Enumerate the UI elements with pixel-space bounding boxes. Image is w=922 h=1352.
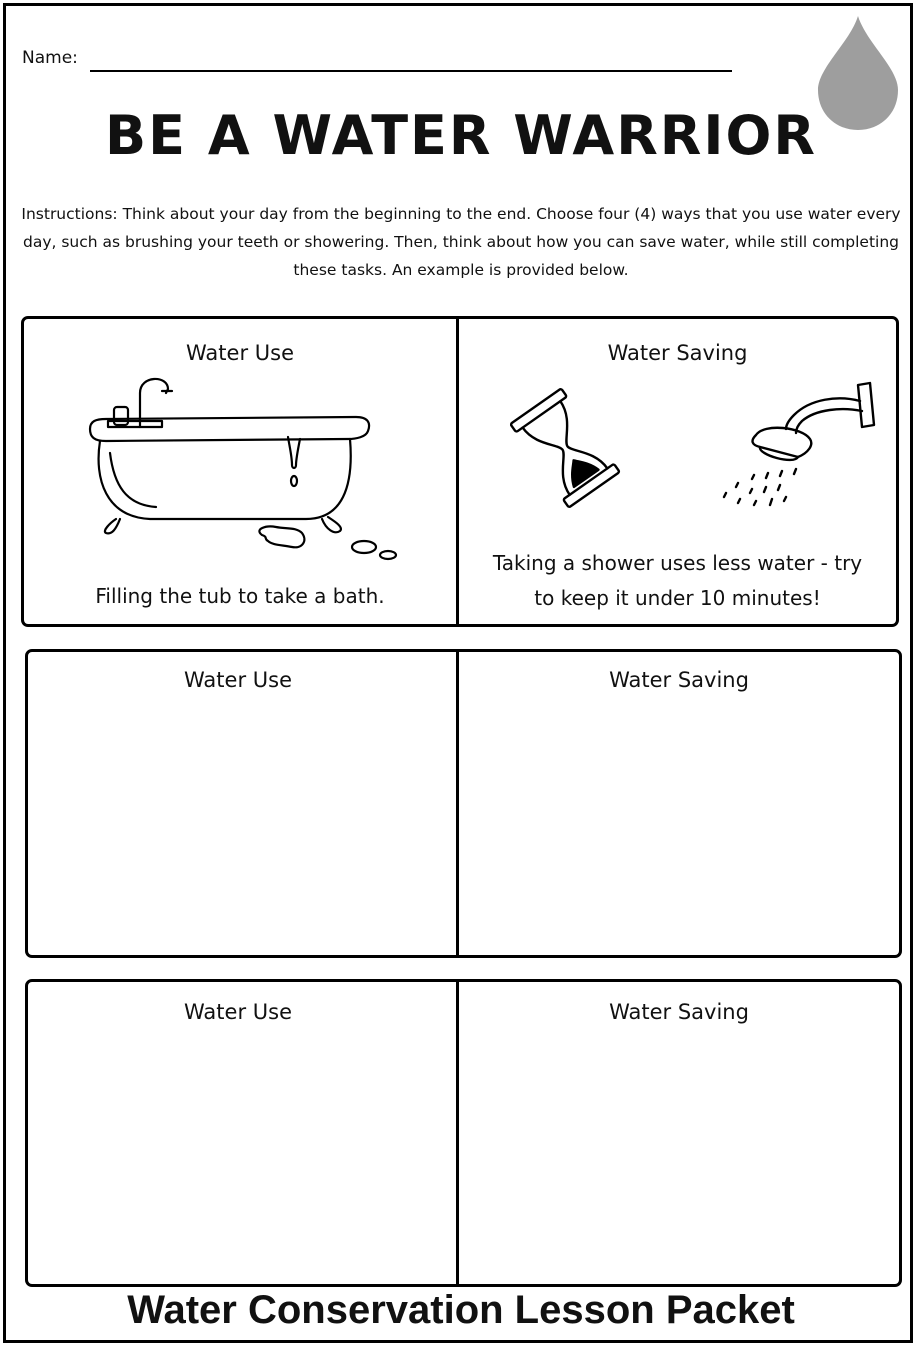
hourglass-icon: [506, 389, 624, 507]
example-water-saving-heading: Water Saving: [607, 341, 748, 365]
response-box-1: [25, 649, 902, 958]
instructions-text: Instructions: Think about your day from the beginning to the end. Choose four (4) ways that you use water every day, such as brushing your teeth or showering. Then, think about how you can save water, while still completing these tasks. An example is provided below.: [21, 205, 901, 279]
response-2-water-saving-heading: Water Saving: [609, 1000, 749, 1024]
response-2-water-use-area[interactable]: [28, 1034, 456, 1282]
response-box-2: [25, 979, 902, 1287]
response-1-water-saving-heading: Water Saving: [609, 668, 749, 692]
example-water-use-caption: Filling the tub to take a bath.: [95, 584, 385, 608]
response-1-water-saving-area[interactable]: [459, 702, 899, 952]
response-2-water-saving-area[interactable]: [459, 1034, 899, 1282]
name-label: Name:: [22, 48, 78, 68]
example-water-saving-caption-line2: to keep it under 10 minutes!: [534, 586, 821, 610]
response-2-water-use-heading: Water Use: [184, 1000, 292, 1024]
example-water-saving-caption-line1: Taking a shower uses less water - try: [492, 551, 863, 575]
worksheet-title: BE A WATER WARRIOR: [105, 104, 817, 167]
shower-head-icon: [698, 375, 878, 515]
bathtub-icon: [86, 369, 416, 559]
example-water-use-heading: Water Use: [186, 341, 294, 365]
name-field[interactable]: [90, 70, 732, 72]
example-box: [21, 316, 899, 627]
response-1-water-use-area[interactable]: [28, 702, 456, 952]
response-1-water-use-heading: Water Use: [184, 668, 292, 692]
footer-title: Water Conservation Lesson Packet: [127, 1288, 795, 1332]
